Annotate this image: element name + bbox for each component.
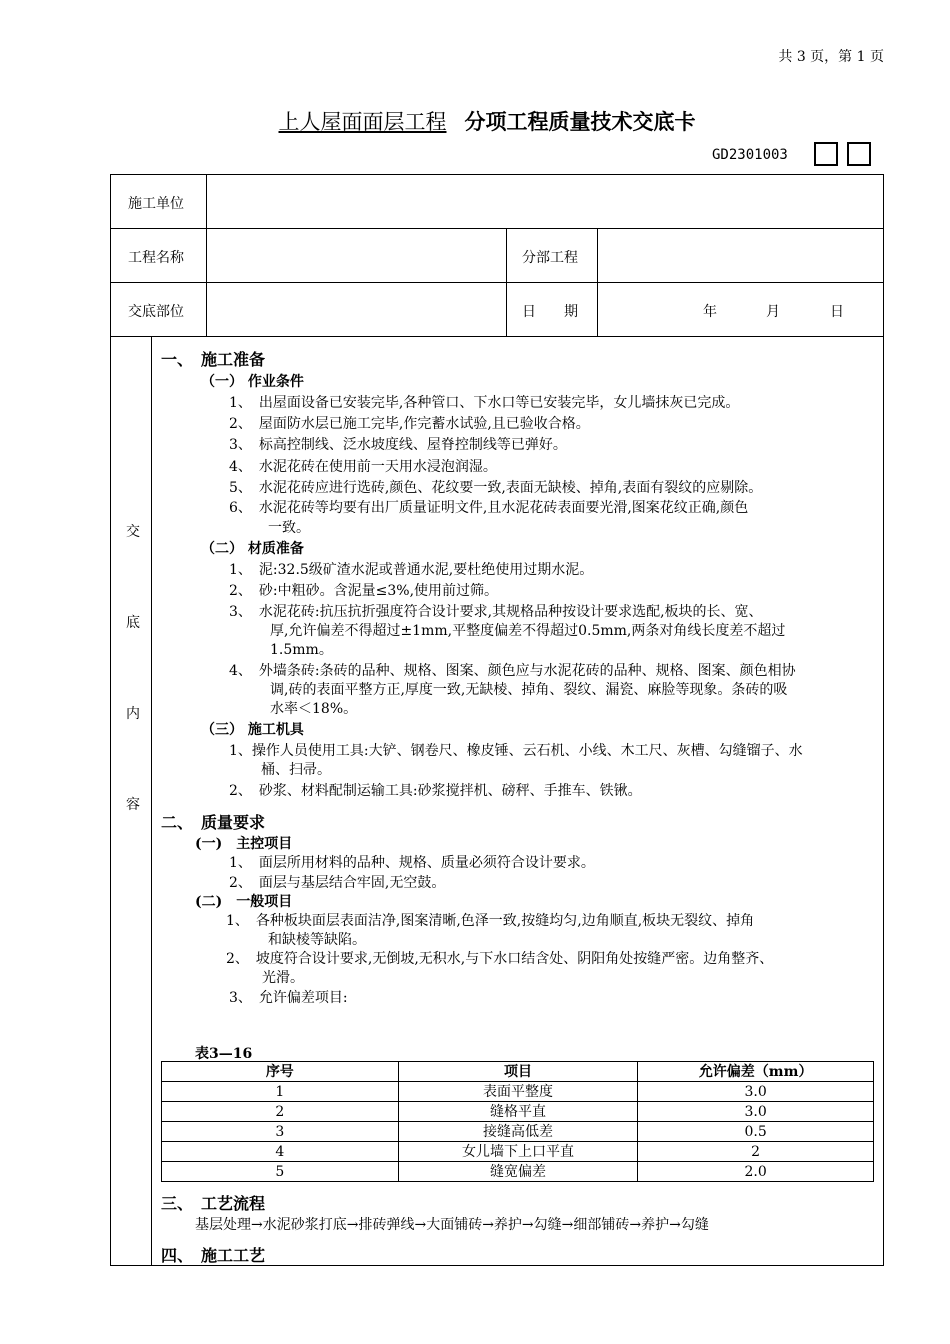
col-header: 序号: [162, 1062, 399, 1082]
subsection-heading: （二） 材质准备: [201, 541, 304, 557]
cell-no: 2: [162, 1102, 399, 1122]
page-info: 共 3 页，第 1 页: [778, 49, 884, 65]
year-label: 年: [703, 304, 717, 320]
list-item: 2、 砂:中粗砂。含泥量≤3%,使用前过筛。: [229, 583, 499, 599]
cell-item: 接缝高低差: [398, 1122, 638, 1142]
row-divider: [110, 228, 884, 229]
list-item-cont: 水率＜18%。: [270, 701, 358, 717]
cell-dev: 3.0: [638, 1082, 874, 1102]
list-item: 3、 水泥花砖:抗压抗折强度符合设计要求,其规格品种按设计要求选配,板块的长、宽、: [229, 604, 763, 620]
project-name: 上人屋面面层工程: [278, 110, 447, 134]
list-item: 1、 泥:32.5级矿渣水泥或普通水泥,要杜绝使用过期水泥。: [229, 562, 594, 578]
cell-no: 4: [162, 1142, 399, 1162]
list-item: 1、操作人员使用工具:大铲、钢卷尺、橡皮锤、云石机、小线、木工尺、灰槽、勾缝镏子、水: [229, 743, 803, 759]
table-row: [162, 1102, 874, 1122]
cell-item: 缝宽偏差: [398, 1162, 638, 1182]
part-label: 交底部位: [128, 304, 184, 320]
list-item: 6、 水泥花砖等均要有出厂质量证明文件,且水泥花砖表面要光滑,图案花纹正确,颜色: [229, 500, 749, 516]
section-heading: 四、 施工工艺: [161, 1246, 266, 1265]
col-header: 项目: [398, 1062, 638, 1082]
list-item-cont: 和缺棱等缺陷。: [268, 932, 366, 948]
table-caption: 表3—16: [195, 1046, 253, 1062]
list-item: 2、 坡度符合设计要求,无倒坡,无积水,与下水口结含处、阴阳角处按缝严密。边角整齐、: [226, 951, 774, 967]
list-item: 1、 各种板块面层表面洁净,图案清晰,色泽一致,按缝均匀,边角顺直,板块无裂纹、掉角: [226, 913, 755, 929]
cell-item: 女儿墙下上口平直: [398, 1142, 638, 1162]
list-item: 3、 标高控制线、泛水坡度线、屋脊控制线等已弹好。: [229, 437, 567, 453]
col-divider: [206, 174, 207, 336]
side-char: 容: [126, 797, 140, 813]
table-row: [162, 1142, 874, 1162]
cell-item: 缝格平直: [398, 1102, 638, 1122]
checkbox-2[interactable]: [847, 142, 871, 166]
list-item-cont: 调,砖的表面平整方正,厚度一致,无缺棱、掉角、裂纹、漏瓷、麻脸等现象。条砖的吸: [270, 682, 788, 698]
list-item: 3、 允许偏差项目:: [229, 990, 348, 1006]
cell-dev: 0.5: [638, 1122, 874, 1142]
title-suffix: 分项工程质量技术交底卡: [464, 109, 696, 134]
cell-item: 表面平整度: [398, 1082, 638, 1102]
list-item: 2、 面层与基层结合牢固,无空鼓。: [229, 875, 446, 891]
list-item: 1、 面层所用材料的品种、规格、质量必须符合设计要求。: [229, 855, 595, 871]
row-divider: [110, 282, 884, 283]
page-title: [0, 106, 950, 136]
month-label: 月: [766, 304, 780, 320]
process-flow: 基层处理→水泥砂浆打底→排砖弹线→大面铺砖→养护→勾缝→细部铺砖→养护→勾缝: [195, 1217, 709, 1233]
col-divider: [506, 228, 507, 336]
col-divider: [151, 336, 152, 1266]
list-item: 2、 砂浆、材料配制运输工具:砂浆搅拌机、磅秤、手推车、铁锹。: [229, 783, 642, 799]
list-item: 4、 水泥花砖在使用前一天用水浸泡润湿。: [229, 459, 497, 475]
date-label: 日 期: [522, 304, 578, 320]
table-row: [162, 1122, 874, 1142]
subsection-heading: (二) 一般项目: [195, 894, 293, 910]
section-heading: 三、 工艺流程: [161, 1194, 266, 1213]
list-item-cont: 桶、扫帚。: [261, 762, 331, 778]
name-label: 工程名称: [128, 250, 184, 266]
table-row: [162, 1082, 874, 1102]
unit-label: 施工单位: [128, 196, 184, 212]
cell-dev: 2: [638, 1142, 874, 1162]
row-divider: [110, 336, 884, 337]
list-item: 4、 外墙条砖:条砖的品种、规格、图案、颜色应与水泥花砖的品种、规格、图案、颜色相协: [229, 663, 796, 679]
day-label: 日: [830, 304, 844, 320]
list-item: 1、 出屋面设备已安装完毕,各种管口、下水口等已安装完毕，女儿墙抹灰已完成。: [229, 395, 740, 411]
table-header-row: [162, 1062, 874, 1082]
table-row: [162, 1162, 874, 1182]
subsection-heading: (一) 主控项目: [195, 836, 293, 852]
subsection-heading: （三） 施工机具: [201, 722, 304, 738]
section-heading: 二、 质量要求: [161, 813, 266, 832]
subsection-heading: （一） 作业条件: [201, 374, 304, 390]
cell-dev: 3.0: [638, 1102, 874, 1122]
list-item-cont: 厚,允许偏差不得超过±1mm,平整度偏差不得超过0.5mm,两条对角线长度差不超过: [270, 623, 786, 639]
cell-no: 1: [162, 1082, 399, 1102]
cell-dev: 2.0: [638, 1162, 874, 1182]
cell-no: 3: [162, 1122, 399, 1142]
side-char: 底: [126, 615, 140, 631]
deviation-table: [161, 1061, 874, 1182]
section-heading: 一、 施工准备: [161, 350, 266, 369]
list-item-cont: 一致。: [268, 520, 310, 536]
col-header: 允许偏差（mm）: [638, 1062, 874, 1082]
list-item: 5、 水泥花砖应进行选砖,颜色、花纹要一致,表面无缺棱、掉角,表面有裂纹的应剔除。: [229, 480, 763, 496]
list-item-cont: 光滑。: [262, 970, 304, 986]
cell-no: 5: [162, 1162, 399, 1182]
sub-project-label: 分部工程: [522, 250, 578, 266]
list-item-cont: 1.5mm。: [270, 642, 333, 658]
side-char: 内: [126, 706, 140, 722]
checkbox-1[interactable]: [814, 142, 838, 166]
side-char: 交: [126, 524, 140, 540]
document-code: GD2301003: [712, 147, 788, 163]
list-item: 2、 屋面防水层已施工完毕,作完蓄水试验,且已验收合格。: [229, 416, 590, 432]
col-divider: [597, 228, 598, 336]
